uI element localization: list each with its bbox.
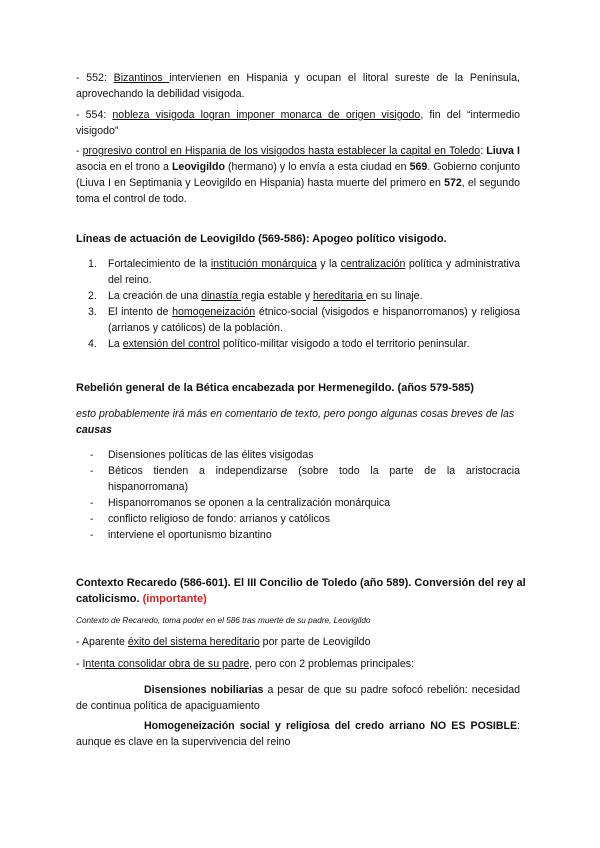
list-number: 3. [88, 306, 97, 318]
item-text: y la [316, 258, 341, 270]
toledo-colon: : [480, 145, 487, 157]
list-item [76, 288, 520, 304]
list-number: 4. [88, 338, 97, 350]
line-text: - I [76, 658, 86, 670]
event-554 [76, 107, 520, 139]
toledo-prefix: - [76, 145, 83, 157]
item-underlined: homogeneización [172, 306, 256, 318]
problem-2 [76, 718, 520, 750]
list-number: 2. [88, 290, 97, 302]
note-bold: causas [76, 424, 112, 436]
item-underlined: dinastía [201, 290, 242, 302]
problem-1-text: a pesar de que su padre sofocó rebelión: necesidad de continua política de apaciguamiento [76, 684, 520, 712]
event-552-prefix: - 552: [76, 72, 114, 84]
item-underlined: centralización [340, 258, 406, 270]
item-underlined: extensión del control [122, 338, 220, 350]
list-number: 1. [88, 258, 97, 270]
list-item [76, 304, 520, 336]
list-item [76, 447, 520, 463]
dash-bullet: - [90, 513, 94, 525]
causas-list [76, 447, 520, 543]
dash-bullet: - [90, 497, 94, 509]
note-text: esto probablemente irá más en comentario de texto, pero pongo algunas cosas breves de las [76, 408, 515, 420]
section-title-betica: Rebelión general de la Bética encabezada por Hermenegildo. (años 579-585) [76, 382, 474, 394]
event-toledo [76, 143, 520, 207]
year-572: 572 [444, 177, 462, 189]
item-underlined: institución monárquica [210, 258, 317, 270]
toledo-text-1: asocia en el trono a [76, 161, 172, 173]
item-text: Disensiones políticas de las élites visigodas [108, 449, 314, 461]
line-underlined: ntenta consolidar obra de su padre [85, 658, 250, 670]
problem-2-text: : aunque es clave en la supervivencia del reino [76, 720, 520, 748]
problem-1-title: Disensiones nobiliarias [144, 684, 264, 696]
recaredo-line-2 [76, 656, 520, 672]
event-552 [76, 70, 520, 102]
list-item [76, 463, 520, 495]
list-item [76, 495, 520, 511]
year-569: 569 [409, 161, 428, 173]
list-item [76, 336, 520, 352]
dash-bullet: - [90, 449, 94, 461]
section-title-recaredo [76, 575, 526, 607]
item-text: La creación de una [108, 290, 202, 302]
list-item [76, 527, 520, 543]
event-554-prefix: - 554: [76, 109, 113, 121]
recaredo-line-1 [76, 634, 520, 650]
causas-note [76, 406, 528, 438]
section-title-leovigildo: Líneas de actuación de Leovigildo (569-586): Apogeo político visigodo. [76, 233, 447, 245]
list-item [76, 511, 520, 527]
toledo-underlined: progresivo control en Hispania de los visigodos hasta establecer la capital en Toledo [82, 145, 481, 157]
line-text: - Aparente [76, 636, 128, 648]
item-text: étnico-social (visigodos e hispanorromanos) y religiosa (arrianos y católicos) de la población. [108, 306, 520, 334]
item-text: interviene el oportunismo bizantino [108, 529, 272, 541]
item-text: político-militar visigodo a todo el territorio peninsular. [219, 338, 470, 350]
item-text: política y administrativa del reino. [108, 258, 520, 286]
item-text: Hispanorromanos se oponen a la centralización monárquica [108, 497, 391, 509]
item-text: regia estable y [241, 290, 313, 302]
liuva-name: Liuva I [486, 145, 520, 157]
line-underlined: éxito del sistema hereditario [127, 636, 260, 648]
toledo-text-3: . Gobierno conjunto (Liuva I en Septimania y Leovigildo en Hispania) hasta muerte del primero en [76, 161, 521, 189]
item-underlined: hereditaria [312, 290, 366, 302]
event-554-underlined: nobleza visigoda logran imponer monarca de origen visigodo [112, 109, 421, 121]
event-554-text: , fin del “intermedio visigodo” [76, 109, 520, 137]
event-552-text: intervienen en Hispania y ocupan el litoral sureste de la Península, aprovechando la debilidad visigoda. [76, 72, 520, 100]
dash-bullet: - [90, 529, 94, 541]
line-text: , pero con 2 problemas principales: [249, 658, 415, 670]
recaredo-note: Contexto de Recaredo, toma poder en el 586 tras muerte de su padre, Leovigildo [76, 616, 371, 625]
item-text: La [108, 338, 123, 350]
recaredo-title-text: Contexto Recaredo (586-601). El III Concilio de Toledo (año 589). Conversión del rey al catolicismo. [76, 577, 526, 605]
event-552-underlined: Bizantinos [113, 72, 170, 84]
item-text: Fortalecimiento de la [108, 258, 211, 270]
toledo-text-2: (hermano) y lo envía a esta ciudad en [224, 161, 410, 173]
leovigildo-list [76, 256, 520, 352]
line-text: por parte de Leovigildo [259, 636, 371, 648]
item-text: en su linaje. [365, 290, 423, 302]
toledo-text-4: , el segundo toma el control de todo. [76, 177, 520, 205]
leovigildo-name: Leovigildo [171, 161, 225, 173]
item-text: El intento de [108, 306, 173, 318]
important-label: (importante) [142, 593, 207, 605]
item-text: Béticos tienden a independizarse (sobre todo la parte de la aristocracia hispanorromana) [108, 465, 520, 493]
dash-bullet: - [90, 465, 94, 477]
item-text: conflicto religioso de fondo: arrianos y católicos [108, 513, 330, 525]
problem-2-title: Homogeneización social y religiosa del credo arriano NO ES POSIBLE [144, 720, 518, 732]
problem-1 [76, 682, 520, 714]
list-item [76, 256, 520, 288]
